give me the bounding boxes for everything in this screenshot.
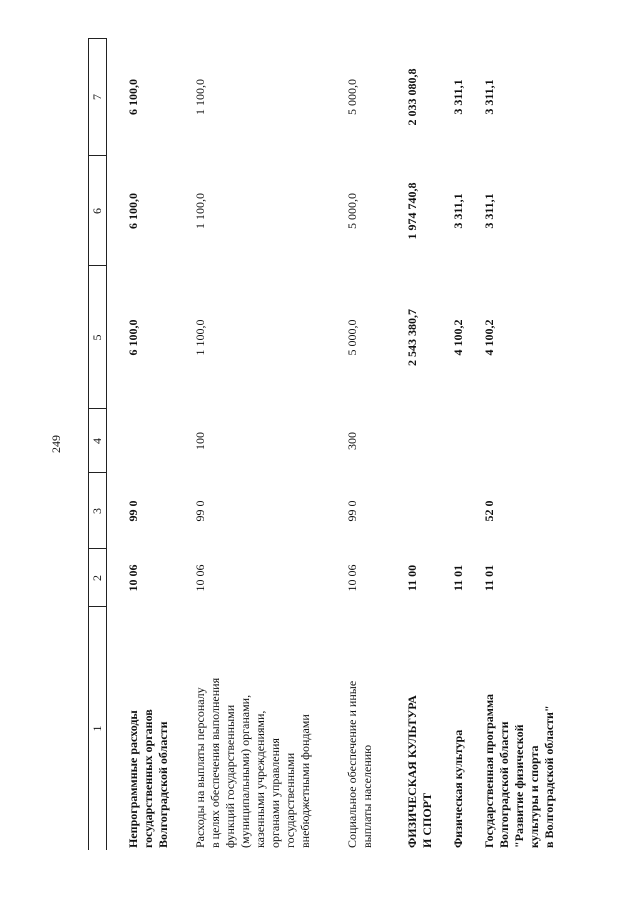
header-bottom-rule (106, 38, 107, 850)
row-value-7: 3 311,1 (482, 79, 496, 115)
row-code-type: 100 (193, 432, 207, 450)
row-value-6: 1 100,0 (193, 193, 207, 229)
row-name: Непрограммные расходы государственных органов Волгоградской области (126, 709, 170, 848)
row-value-6: 5 000,0 (345, 193, 359, 229)
header-col-1: 1 (89, 725, 104, 732)
header-col-6: 6 (89, 208, 104, 214)
row-code-target: 99 0 (126, 500, 140, 522)
page-number: 249 (48, 435, 63, 453)
header-col-7: 7 (89, 94, 104, 100)
row-value-7: 6 100,0 (126, 79, 140, 115)
row-code-section: 10 06 (345, 564, 359, 592)
row-code-section: 10 06 (193, 564, 207, 592)
row-code-target: 99 0 (345, 500, 359, 522)
row-code-section: 11 01 (482, 564, 496, 592)
row-name: Социальное обеспечение и иные выплаты населению (345, 680, 374, 848)
row-value-6: 3 311,1 (451, 193, 465, 229)
row-value-6: 3 311,1 (482, 193, 496, 229)
row-code-section: 11 00 (405, 564, 419, 592)
row-code-section: 10 06 (126, 564, 140, 592)
budget-table (88, 38, 560, 850)
row-name: Расходы на выплаты персоналу в целях обеспечения выполнения функций государственными (муниципальными) органами, казенными учреждениями, органами управления государственными внебюджетными фондами (193, 677, 312, 848)
row-code-target: 99 0 (193, 500, 207, 522)
header-col-3: 3 (89, 508, 104, 514)
row-value-7: 3 311,1 (451, 79, 465, 115)
row-value-7: 2 033 080,8 (405, 68, 419, 126)
row-name: ФИЗИЧЕСКАЯ КУЛЬТУРА И СПОРТ (405, 695, 434, 848)
row-value-6: 6 100,0 (126, 193, 140, 229)
row-name: Физическая культура (451, 729, 465, 848)
row-value-5: 4 100,2 (451, 319, 465, 356)
row-value-5: 6 100,0 (126, 319, 140, 356)
row-value-6: 1 974 740,8 (405, 182, 419, 240)
row-value-7: 5 000,0 (345, 79, 359, 115)
header-col-4: 4 (89, 438, 104, 444)
header-col-2: 2 (89, 575, 104, 581)
row-value-5: 5 000,0 (345, 319, 359, 356)
row-value-5: 2 543 380,7 (405, 309, 419, 366)
row-value-5: 4 100,2 (482, 319, 496, 356)
row-code-section: 11 01 (451, 564, 465, 592)
row-name: Государственная программа Волгоградской области "Развитие физической культуры и спорта в Волгоградской области" (482, 693, 556, 848)
header-col-5: 5 (89, 334, 104, 341)
row-value-7: 1 100,0 (193, 79, 207, 115)
row-code-type: 300 (345, 432, 359, 450)
row-code-target: 52 0 (482, 500, 496, 522)
row-value-5: 1 100,0 (193, 319, 207, 356)
